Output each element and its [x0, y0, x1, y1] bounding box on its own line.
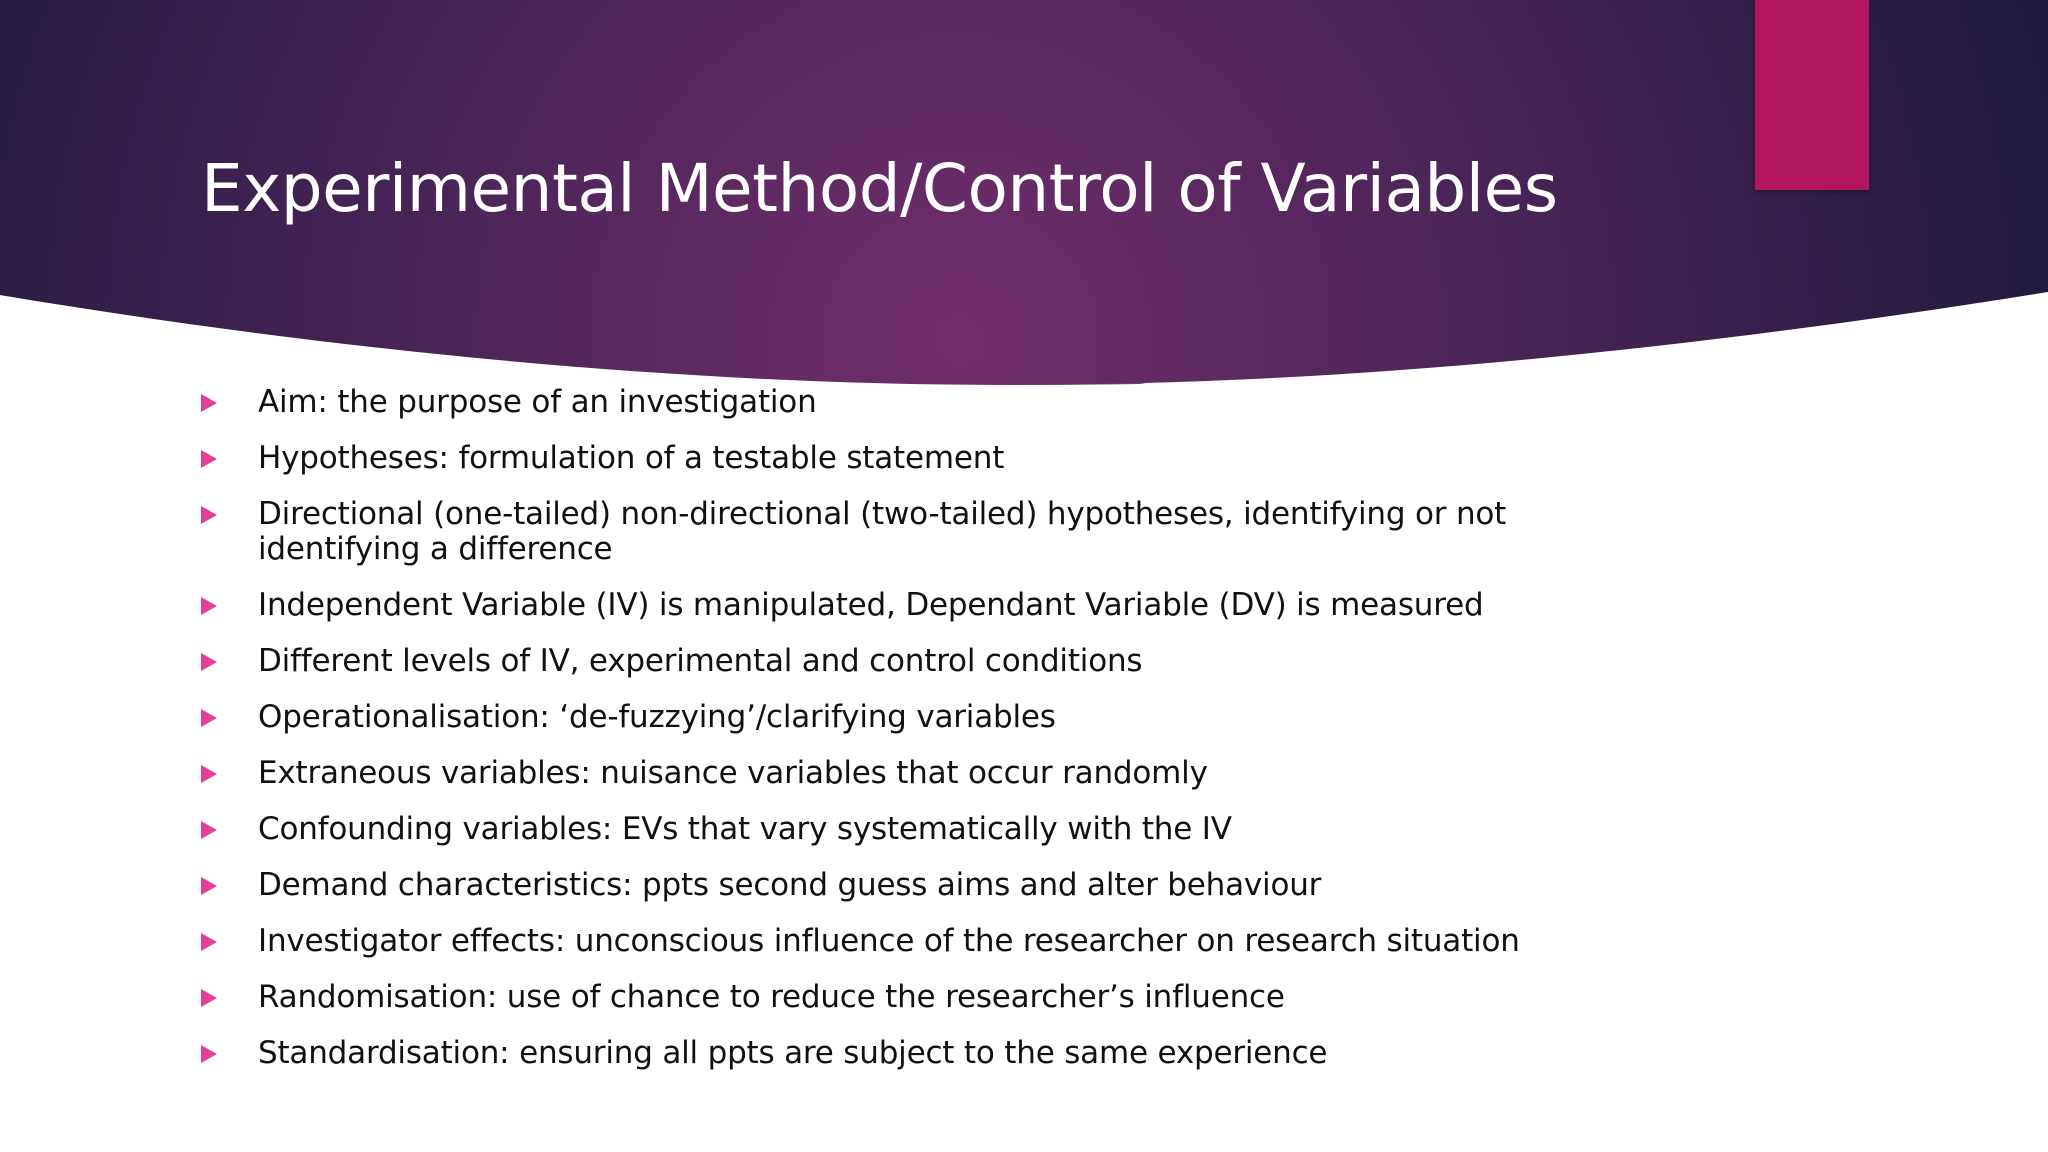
- triangle-right-icon: [200, 868, 258, 903]
- bullet-text: Aim: the purpose of an investigation: [258, 384, 817, 420]
- slide-title: Experimental Method/Control of Variables: [201, 150, 1558, 227]
- bullet-item: [200, 497, 1660, 567]
- triangle-right-icon: [200, 385, 258, 420]
- bullet-text: Directional (one-tailed) non-directional (two-tailed) hypotheses, identifying or not identifying a difference: [258, 496, 1507, 567]
- bullet-text: Independent Variable (IV) is manipulated, Dependant Variable (DV) is measured: [258, 587, 1484, 623]
- triangle-right-icon: [200, 1036, 258, 1071]
- bullet-item: [200, 812, 1660, 847]
- triangle-right-icon: [200, 980, 258, 1015]
- bullet-item: [200, 868, 1660, 903]
- accent-tab: [1755, 0, 1869, 190]
- bullet-list: [200, 385, 1660, 1092]
- bullet-item: [200, 644, 1660, 679]
- bullet-item: [200, 385, 1660, 420]
- bullet-text: Investigator effects: unconscious influence of the researcher on research situation: [258, 923, 1520, 959]
- triangle-right-icon: [200, 497, 258, 532]
- triangle-right-icon: [200, 588, 258, 623]
- bullet-text: Different levels of IV, experimental and control conditions: [258, 643, 1143, 679]
- bullet-item: [200, 980, 1660, 1015]
- bullet-text: Hypotheses: formulation of a testable statement: [258, 440, 1005, 476]
- bullet-text: Operationalisation: ‘de-fuzzying’/clarifying variables: [258, 699, 1056, 735]
- bullet-text: Standardisation: ensuring all ppts are subject to the same experience: [258, 1035, 1328, 1071]
- triangle-right-icon: [200, 441, 258, 476]
- bullet-item: [200, 1036, 1660, 1071]
- bullet-item: [200, 924, 1660, 959]
- bullet-item: [200, 756, 1660, 791]
- bullet-item: [200, 441, 1660, 476]
- bullet-item: [200, 700, 1660, 735]
- triangle-right-icon: [200, 812, 258, 847]
- bullet-text: Extraneous variables: nuisance variables that occur randomly: [258, 755, 1208, 791]
- triangle-right-icon: [200, 644, 258, 679]
- bullet-text: Randomisation: use of chance to reduce the researcher’s influence: [258, 979, 1285, 1015]
- triangle-right-icon: [200, 756, 258, 791]
- bullet-item: [200, 588, 1660, 623]
- bullet-text: Demand characteristics: ppts second guess aims and alter behaviour: [258, 867, 1322, 903]
- bullet-text: Confounding variables: EVs that vary systematically with the IV: [258, 811, 1232, 847]
- triangle-right-icon: [200, 924, 258, 959]
- triangle-right-icon: [200, 700, 258, 735]
